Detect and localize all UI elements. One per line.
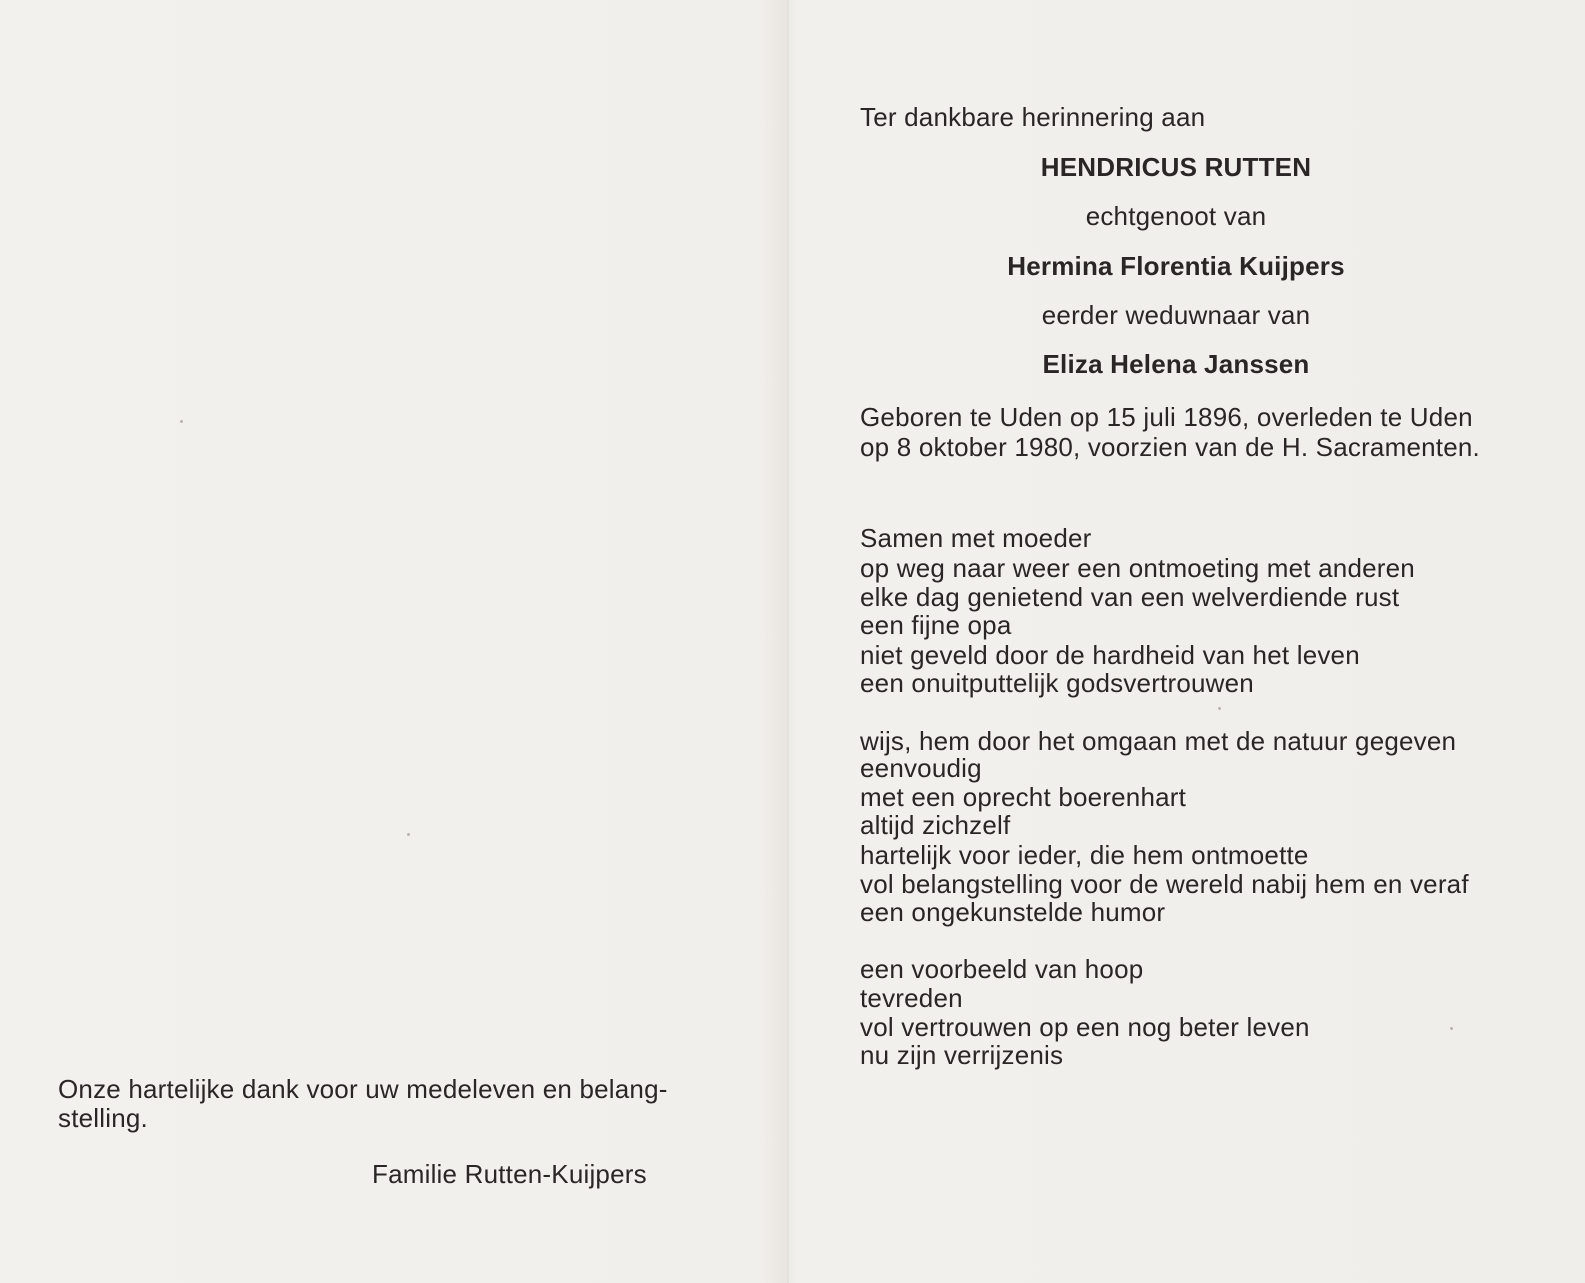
paper-speck — [1450, 1027, 1453, 1030]
intro-text: Ter dankbare herinnering aan — [860, 102, 1206, 132]
paper-speck — [1218, 707, 1221, 710]
poem-line: hartelijk voor ieder, die hem ontmoette — [860, 840, 1309, 870]
life-dates-line: op 8 oktober 1980, voorzien van de H. Sacramenten. — [860, 432, 1480, 462]
spouse-name: Hermina Florentia Kuijpers — [1007, 251, 1345, 281]
poem-line: wijs, hem door het omgaan met de natuur gegeven — [860, 726, 1457, 756]
former-spouse-name: Eliza Helena Janssen — [1042, 349, 1310, 379]
paper-speck — [407, 833, 410, 836]
poem-line: een voorbeeld van hoop — [860, 954, 1144, 984]
card-fold — [786, 0, 790, 1283]
poem-line: vol vertrouwen op een nog beter leven — [860, 1012, 1310, 1042]
poem-line: altijd zichzelf — [860, 810, 1011, 840]
poem-line: op weg naar weer een ontmoeting met anderen — [860, 553, 1415, 583]
poem-line: nu zijn verrijzenis — [860, 1040, 1064, 1070]
poem-line: een fijne opa — [860, 610, 1012, 640]
relation-text: echtgenoot van — [1085, 201, 1267, 231]
paper-speck — [180, 420, 183, 423]
poem-line: een ongekunstelde humor — [860, 897, 1166, 927]
life-dates-line: Geboren te Uden op 15 juli 1896, overleden te Uden — [860, 402, 1473, 432]
thanks-line: Onze hartelijke dank voor uw medeleven en belang- — [58, 1074, 668, 1104]
relation-text: eerder weduwnaar van — [1041, 300, 1311, 330]
poem-line: een onuitputtelijk godsvertrouwen — [860, 668, 1254, 698]
poem-line: vol belangstelling voor de wereld nabij hem en veraf — [860, 869, 1469, 899]
poem-line: tevreden — [860, 983, 963, 1013]
family-signature: Familie Rutten-Kuijpers — [372, 1159, 647, 1189]
poem-line: Samen met moeder — [860, 523, 1092, 553]
poem-line: eenvoudig — [860, 753, 982, 783]
poem-line: elke dag genietend van een welverdiende rust — [860, 582, 1400, 612]
poem-line: niet geveld door de hardheid van het leven — [860, 640, 1360, 670]
deceased-name: HENDRICUS RUTTEN — [1040, 152, 1312, 182]
thanks-line: stelling. — [58, 1103, 148, 1133]
poem-line: met een oprecht boerenhart — [860, 782, 1187, 812]
